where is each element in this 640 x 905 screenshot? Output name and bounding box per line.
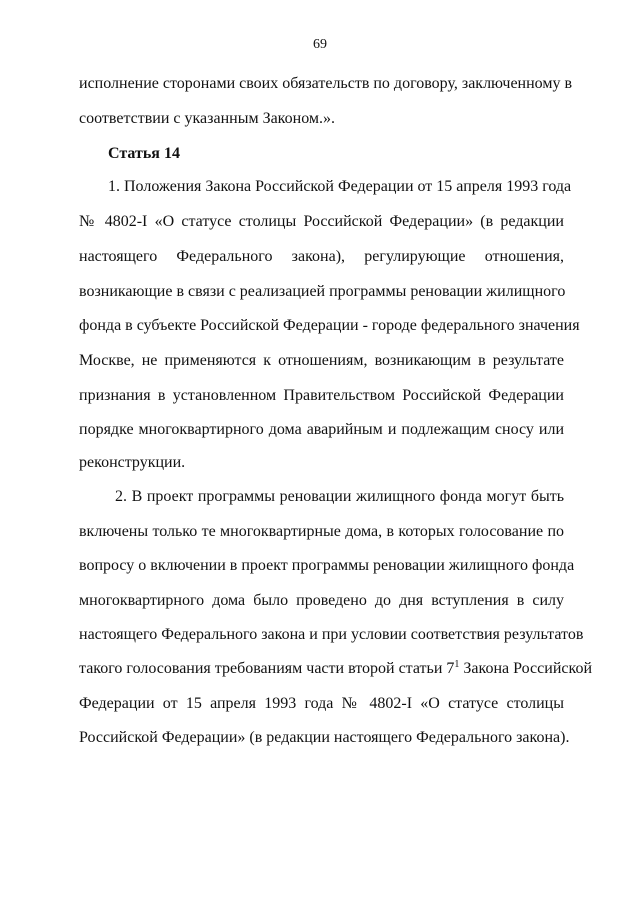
intro-line-1: исполнение сторонами своих обязательств по договору, заключенному в: [79, 75, 573, 92]
paragraph1-line-9: реконструкции.: [79, 454, 186, 471]
paragraph1-line-4: возникающие в связи с реализацией программы реновации жилищного: [79, 283, 566, 300]
paragraph1-line-1: 1. Положения Закона Российской Федерации от 15 апреля 1993 года: [108, 178, 572, 195]
page-number: 69: [313, 37, 327, 52]
paragraph2-line-8: Российской Федерации» (в редакции настоящего Федерального закона).: [79, 729, 570, 746]
paragraph2-line-3: вопросу о включении в проект программы реновации жилищного фонда: [79, 557, 575, 574]
paragraph2-line-5: настоящего Федерального закона и при условии соответствия результатов: [79, 626, 584, 643]
paragraph2-line-6-text: такого голосования требованиям части второй статьи 7: [79, 660, 455, 677]
paragraph1-line-3: настоящего Федерального закона), регулирующие отношения,: [79, 248, 564, 265]
paragraph1-line-7: признания в установленном Правительством Российской Федерации: [79, 387, 564, 404]
article-heading: Статья 14: [108, 145, 180, 162]
paragraph2-line-2: включены только те многоквартирные дома, в которых голосование по: [79, 523, 564, 540]
paragraph1-line-8: порядке многоквартирного дома аварийным и подлежащим сносу или: [79, 421, 564, 438]
paragraph2-line-1: 2. В проект программы реновации жилищного фонда могут быть: [115, 488, 564, 505]
paragraph1-line-5: фонда в субъекте Российской Федерации - городе федерального значения: [79, 317, 580, 334]
paragraph2-line-6-tail: Закона Российской: [459, 660, 592, 677]
article-superscript: 1: [454, 659, 460, 670]
paragraph1-line-6: Москве, не применяются к отношениям, возникающим в результате: [79, 352, 564, 369]
intro-line-2: соответствии с указанным Законом.».: [79, 110, 336, 127]
paragraph2-line-6: [79, 659, 592, 679]
paragraph1-line-2: № 4802-I «О статусе столицы Российской Федерации» (в редакции: [79, 213, 564, 230]
paragraph2-line-7: Федерации от 15 апреля 1993 года № 4802-I «О статусе столицы: [79, 695, 564, 712]
paragraph2-line-4: многоквартирного дома было проведено до дня вступления в силу: [79, 592, 564, 609]
